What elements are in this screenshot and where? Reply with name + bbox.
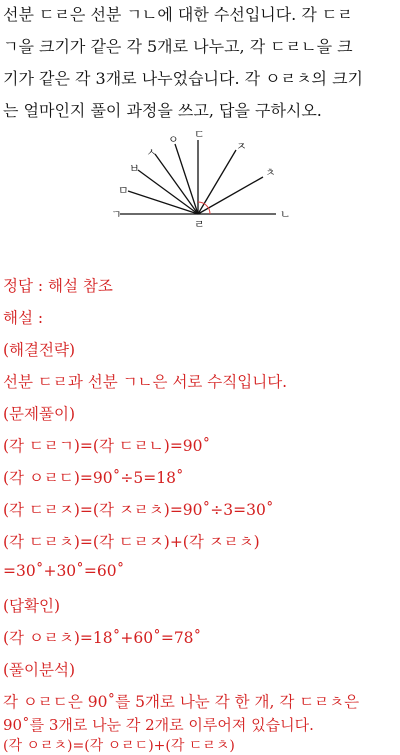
ray-m [128,191,198,214]
explanation-line: 선분 ㄷㄹ과 선분 ㄱㄴ은 서로 수직입니다. [3,373,288,391]
ray-s [155,154,198,214]
label-d: ㄷ [194,128,205,141]
label-j: ㅈ [236,140,247,153]
explanation-line: (해결전략) [3,341,75,359]
explanation-line: 90˚를 3개로 나눈 각 2개로 이루어져 있습니다. [3,716,314,734]
explanation-line: (답확인) [3,597,61,615]
label-s: ㅅ [146,146,157,159]
label-g: ㄱ [111,208,122,221]
explanation-line: (문제풀이) [3,405,75,423]
angle-figure [108,126,400,230]
explanation-line: (각 ㄷㄹㅊ)=(각 ㄷㄹㅈ)+(각 ㅈㄹㅊ) [3,533,260,551]
label-ch: ㅊ [265,166,276,179]
explanation-line: 각 ㅇㄹㄷ은 90˚를 5개로 나눈 각 한 개, 각 ㄷㄹㅊ은 [3,693,360,711]
explanation-line: (각 ㄷㄹㄱ)=(각 ㄷㄹㄴ)=90˚ [3,437,211,455]
label-b: ㅂ [129,162,140,175]
question-line: 선분 ㄷㄹ은 선분 ㄱㄴ에 대한 수선입니다. 각 ㄷㄹ [3,5,353,24]
answer-line: 정답 : 해설 참조 [3,277,113,295]
ray-j [198,150,236,214]
question-line: ㄱ을 크기가 같은 각 5개로 나누고, 각 ㄷㄹㄴ을 크 [3,37,353,56]
label-o: ㅇ [168,133,179,146]
label-m: ㅁ [118,184,129,197]
explanation-line: (각 ㄷㄹㅈ)=(각 ㅈㄹㅊ)=90˚÷3=30˚ [3,501,274,519]
question-line: 기가 같은 각 3개로 나누었습니다. 각 ㅇㄹㅊ의 크기 [3,69,363,88]
ray-b [138,170,198,214]
explanation-heading: 해설 : [3,309,44,327]
explanation-line: (각 ㅇㄹㅊ)=18˚+60˚=78˚ [3,629,202,647]
label-n: ㄴ [280,208,291,221]
label-r: ㄹ [194,218,205,230]
question-line: 는 얼마인지 풀이 과정을 쓰고, 답을 구하시오. [3,101,322,120]
explanation-line: (각 ㅇㄹㅊ)=(각 ㅇㄹㄷ)+(각 ㄷㄹㅊ) [3,738,235,754]
ray-o [175,144,198,214]
explanation-line: (풀이분석) [3,661,75,679]
ray-ch [198,177,263,214]
explanation-line: (각 ㅇㄹㄷ)=90˚÷5=18˚ [3,469,184,487]
explanation-line: =30˚+30˚=60˚ [3,562,125,580]
